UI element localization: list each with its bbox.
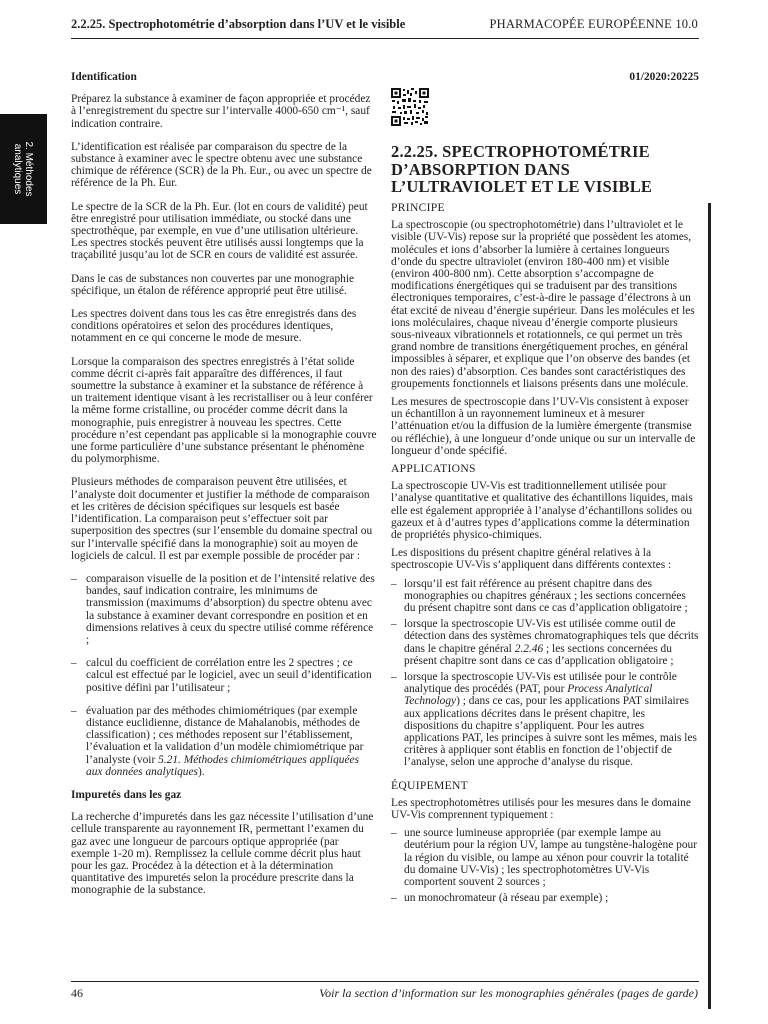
header-rule <box>71 38 699 39</box>
paragraph: Lorsque la comparaison des spectres enregistrés à l’état solide comme décrit ci-après fait apparaître des différences, il faut soumettre la substance à examiner et la substance de référence à un traitement identique visant à les recristalliser ou à leur conférer la même forme cristalline, ou procéder comme décrit dans la monographie, puis enregistrer à nouveau les spectres. Cette procédure n’est cependant pas applicable si la monographie couvre une forme particulière d’une substance présentant le phénomène du polymorphisme. <box>71 355 377 466</box>
paragraph: Plusieurs méthodes de comparaison peuvent être utilisées, et l’analyste doit documenter et justifier la méthode de comparaison et les critères de décision spécifiques sur lesquels est basée l’identification. La comparaison peut s’effectuer soit par superposition des spectres (sur l’ensemble du domaine spectral ou sur l’intervalle spécifié dans la monographie) soit au moyen de logiciels de calcul. Il est par exemple possible de procéder par : <box>71 476 373 562</box>
cross-reference: 2.2.46 <box>514 642 544 655</box>
document-id: 01/2020:20225 <box>629 71 699 83</box>
list-item <box>71 705 377 778</box>
footer-note: Voir la section d’information sur les monographies générales (pages de garde) <box>319 986 698 1000</box>
paragraph: Les spectrophotomètres utilisés pour les mesures dans le domaine UV-Vis comprennent typiquement : <box>391 796 691 822</box>
paragraph: Dans le cas de substances non couvertes par une monographie spécifique, un étalon de référence approprié peut être utilisé. <box>71 272 355 297</box>
right-column <box>391 71 699 915</box>
cross-reference: 5.21. Méthodes chimiométriques appliquées aux données analytiques <box>86 753 360 778</box>
list-item: – comparaison visuelle de la position et de l’intensité relative des bandes, sauf indication contraire, les minimums de transmission (maximums d’absorption) du spectre obtenu avec la substance à examiner devant correspondre en position et en dimensions relatives à ceux du spectre utilisé comme référence ; <box>71 573 377 646</box>
section-side-tab <box>0 114 47 224</box>
paragraph: Le spectre de la SCR de la Ph. Eur. (lot en cours de validité) peut être enregistré pour utilisation immédiate, ou stocké dans une spectrothèque, par exemple, en vue d’une utilisation ultérieure. Les spectres stockés peuvent être utilisés aussi longtemps que la traçabilité jusqu’au lot de SCR en cours de validité est assurée. <box>71 200 368 262</box>
list-item: – calcul du coefficient de corrélation entre les 2 spectres ; ce calcul est effectué par le logiciel, avec un seuil d’identification positive défini par l’utilisateur ; <box>71 657 377 694</box>
paragraph: Les dispositions du présent chapitre général relatives à la spectroscopie UV-Vis s’appliquent dans différents contextes : <box>391 547 672 572</box>
list-item: – un monochromateur (à réseau par exemple) ; <box>391 892 699 904</box>
page-number: 46 <box>71 986 83 1000</box>
identification-heading: Identification <box>71 71 137 83</box>
paragraph: Les spectres doivent dans tous les cas être enregistrés dans des conditions opératoires et selon des procédures identiques, notamment en ce qui concerne le mode de mesure. <box>71 308 357 345</box>
list-item-text: ; les sections concernées du présent chapitre sont dans ce cas d’application obligatoire ; <box>404 642 674 667</box>
section-heading-principe: PRINCIPE <box>391 200 445 214</box>
list-item: – lorsqu’il est fait référence au présent chapitre dans des monographies ou chapitres généraux ; les sections concernées du présent chapitre sont dans ce cas d’application obligatoire ; <box>391 578 699 615</box>
section-heading-equipement: ÉQUIPEMENT <box>391 778 469 792</box>
impurities-heading: Impuretés dans les gaz <box>71 788 182 801</box>
list-item-text: évaluation par des méthodes chimiométriques (par exemple distance euclidienne, distance de Mahalanobis, méthodes de classification) ; ces méthodes reposent sur l’établissement, l’évaluation et la validation d’un modèle chimiométrique par l’analyste (voir <box>86 704 364 766</box>
qr-code-icon <box>391 88 429 126</box>
paragraph: La spectroscopie UV-Vis est traditionnellement utilisée pour l’analyse quantitative et qualitative des échantillons liquides, mais elle est également appropriée à l’analyse d’échantillons solides ou gazeux et à d’autres types d’applications comme la détermination de propriétés physico-chimiques. <box>391 480 693 541</box>
footer-rule <box>71 981 699 982</box>
paragraph: Préparez la substance à examiner de façon appropriée et procédez à l’enregistrement du spectre sur l’intervalle 4000-650 cm⁻¹, sauf indication contraire. <box>71 93 371 130</box>
comparison-methods-list <box>71 573 377 778</box>
paragraph: La spectroscopie (ou spectrophotométrie) dans l’ultraviolet et le visible (UV-Vis) repose sur la propriété que possèdent les atomes, molécules et ions d’absorber la lumière à certaines longueurs d’onde du spectre ultraviolet (environ 180-400 nm) et visible (environ 400-800 nm). Cette absorption s’accompagne de modifications énergétiques qui se traduisent par des transitions électroniques temporaires, c’est-à-dire le passage d’électrons à un état excité de niveau d’énergie supérieur. Dans les molécules et les ions moléculaires, chaque niveau d’énergie comporte plusieurs sous-niveaux vibrationnels et rotationnels, ce qui permet un très grand nombre de transitions énergétiquement proches, en général impossibles à séparer, et explique que l’on observe des bandes (et non des raies) d’absorption. Ces bandes sont caractéristiques des groupements fonctionnels et liaisons présents dans une molécule. <box>391 219 695 390</box>
revision-change-bar <box>708 203 711 1009</box>
list-item-text: lorsque la spectroscopie UV-Vis est utilisée comme outil de détection dans des systèmes chromatographiques tels que décrits dans le chapitre général <box>404 618 699 655</box>
list-item-end: ). <box>197 765 205 778</box>
list-item: – une source lumineuse appropriée (par exemple lampe au deutérium pour la région UV, lampe au tungstène-halogène pour la région du visible, ou lampe au xénon pour couvrir la totalité du domaine UV-Vis) ; les spectrophotomètres UV-Vis comportent souvent 2 sources ; <box>391 827 699 888</box>
side-tab-label: 2. Méthodes analytiques <box>12 141 34 197</box>
section-heading-applications: APPLICATIONS <box>391 461 476 475</box>
italic-term: Process Analytical Technology <box>404 683 653 708</box>
left-column <box>71 71 377 908</box>
running-header-publication: PHARMACOPÉE EUROPÉENNE 10.0 <box>489 17 698 31</box>
list-item <box>391 618 699 667</box>
running-header-title: 2.2.25. Spectrophotométrie d’absorption dans l’UV et le visible <box>71 17 406 31</box>
paragraph: La recherche d’impuretés dans les gaz nécessite l’utilisation d’une cellule transparente au rayonnement IR, permettant l’examen du gaz avec une longueur de parcours optique appropriée (par exemple 1-20 m). Remplissez la cellule comme décrit plus haut pour les gaz. Procédez à la détection et à la détermination quantitative des impuretés selon la procédure prescrite dans la monographie de la substance. <box>71 811 374 897</box>
list-item <box>391 671 699 769</box>
list-item-text: ) ; dans ce cas, pour les applications PAT similaires aux applications décrites dans le présent chapitre, les dispositions du chapitre s’appliquent. Pour les autres applications PAT, les principes à suivre sont les mêmes, mais les critères à appliquer sont établis en fonction de l’objectif de l’analyse, selon une approche d’analyse du risque. <box>404 695 697 769</box>
list-item-text: lorsque la spectroscopie UV-Vis est utilisée pour le contrôle analytique des procédés (PAT, pour <box>404 671 677 696</box>
chapter-title: 2.2.25. SPECTROPHOTOMÉTRIE D’ABSORPTION DANS L’ULTRAVIOLET ET LE VISIBLE <box>391 142 653 197</box>
applications-list <box>391 578 699 769</box>
paragraph: Les mesures de spectroscopie dans l’UV-Vis consistent à exposer un échantillon à un rayonnement lumineux et à mesurer l’atténuation et/ou la diffusion de la lumière émergente (transmise ou réfléchie), à une longueur d’onde unique ou sur un intervalle de longueur d’onde spécifié. <box>391 395 696 457</box>
equipment-list <box>391 827 699 904</box>
paragraph: L’identification est réalisée par comparaison du spectre de la substance à examiner avec le spectre obtenu avec une substance chimique de référence (SCR) de la Ph. Eur., ou avec un spectre de référence de la Ph. Eur. <box>71 140 372 190</box>
